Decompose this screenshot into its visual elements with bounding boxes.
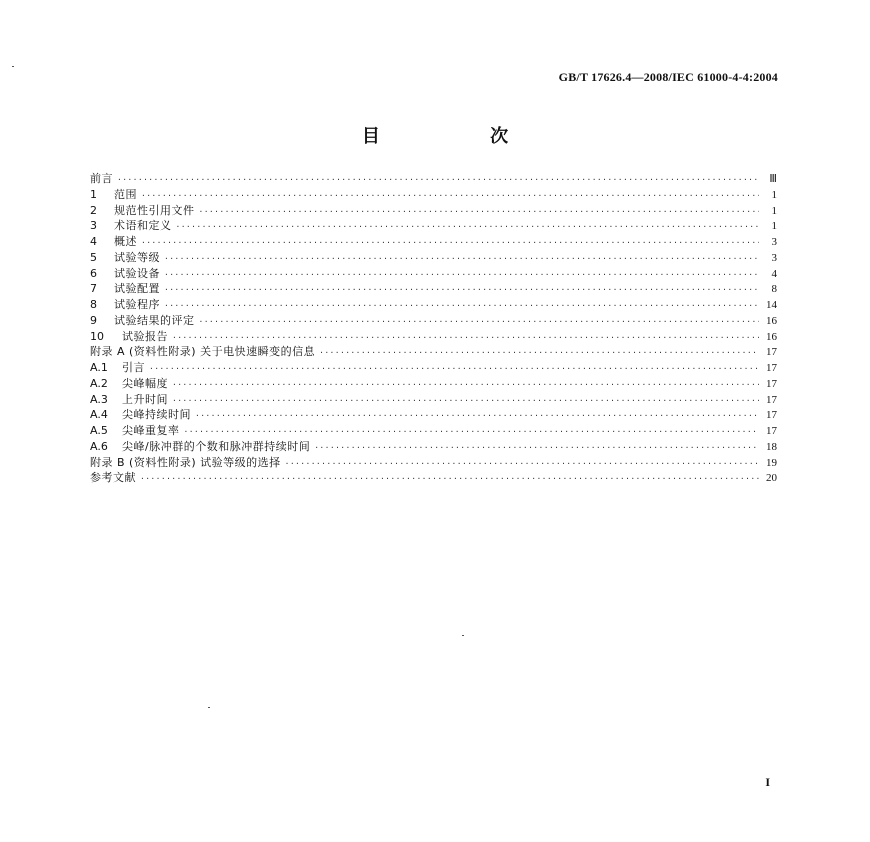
toc-entry-page: 19 xyxy=(766,456,777,469)
toc-entry-page: Ⅲ xyxy=(769,173,777,185)
leader-dots xyxy=(195,408,759,424)
toc-entry-page: 17 xyxy=(766,393,777,406)
toc-entry[interactable] xyxy=(90,281,777,297)
toc-entry-label: 规范性引用文件 xyxy=(114,203,195,217)
toc-entry-number: 9 xyxy=(90,313,97,327)
toc-entry-page: 1 xyxy=(771,220,777,233)
toc-entry[interactable] xyxy=(90,313,777,329)
toc-entry[interactable] xyxy=(90,423,777,439)
toc-entry-label: 试验程序 xyxy=(114,298,160,311)
toc-entry-number: A.3 xyxy=(90,392,108,406)
leader-dots xyxy=(184,424,760,440)
toc-entry-page: 3 xyxy=(771,236,777,248)
page-number: I xyxy=(765,775,770,789)
toc-entry-number: 6 xyxy=(90,266,97,280)
leader-dots xyxy=(141,188,759,204)
leader-dots xyxy=(172,377,759,393)
toc-entry-preface[interactable] xyxy=(90,171,777,187)
toc-entry[interactable] xyxy=(90,250,777,266)
leader-dots xyxy=(319,345,759,361)
toc-entry-page: 20 xyxy=(766,472,777,485)
leader-dots xyxy=(314,440,759,456)
toc-entry-appendix-b[interactable] xyxy=(90,455,777,471)
leader-dots xyxy=(199,314,760,330)
toc-entry-number: 2 xyxy=(90,203,97,217)
leader-dots xyxy=(149,361,759,377)
toc-entry-page: 17 xyxy=(766,362,777,374)
toc-entry-label: 参考文献 xyxy=(90,471,136,485)
leader-dots xyxy=(172,393,759,409)
leader-dots xyxy=(140,471,759,487)
toc-entry-label: 引言 xyxy=(122,361,145,374)
scan-speck xyxy=(462,635,464,636)
toc-entry-number: 4 xyxy=(90,235,97,248)
toc-entry-number: A.5 xyxy=(90,424,108,437)
toc-entry-number: 10 xyxy=(90,329,104,343)
toc-entry-label: 范围 xyxy=(114,187,137,201)
leader-dots xyxy=(285,456,759,472)
toc-entry[interactable] xyxy=(90,329,777,345)
toc-entry-number: A.1 xyxy=(90,361,108,374)
toc-entry-page: 1 xyxy=(771,188,777,201)
leader-dots xyxy=(199,204,760,220)
leader-dots xyxy=(164,251,759,267)
scan-speck xyxy=(208,707,210,708)
toc-entry-label: 尖峰/脉冲群的个数和脉冲群持续时间 xyxy=(122,439,311,453)
toc-entry-page: 3 xyxy=(771,251,777,264)
toc-entry-page: 16 xyxy=(766,314,777,327)
toc-entry-number: 5 xyxy=(90,250,97,264)
leader-dots xyxy=(172,330,759,346)
toc-entry-appendix-a[interactable] xyxy=(90,344,777,360)
toc-entry[interactable] xyxy=(90,266,777,282)
toc-entry[interactable] xyxy=(90,360,777,376)
toc-entry[interactable] xyxy=(90,203,777,219)
scan-speck xyxy=(12,66,14,67)
toc-entry-page: 1 xyxy=(771,204,777,217)
table-of-contents xyxy=(90,171,777,486)
leader-dots xyxy=(164,298,759,314)
page-title: 目 次 xyxy=(361,126,561,147)
toc-entry-page: 17 xyxy=(766,425,777,437)
toc-entry-page: 16 xyxy=(766,330,777,343)
toc-entry[interactable] xyxy=(90,234,777,250)
toc-entry-label: 上升时间 xyxy=(122,392,168,406)
leader-dots xyxy=(176,219,760,235)
toc-entry-label: 试验等级 xyxy=(114,250,160,264)
toc-entry-label: 试验结果的评定 xyxy=(114,313,195,327)
leader-dots xyxy=(117,172,759,188)
toc-entry-number: 3 xyxy=(90,219,97,233)
toc-entry[interactable] xyxy=(90,218,777,234)
toc-entry-label: 尖峰持续时间 xyxy=(122,408,191,422)
toc-entry[interactable] xyxy=(90,439,777,455)
toc-entry-label: 试验设备 xyxy=(114,266,160,280)
toc-entry-page: 17 xyxy=(766,409,777,422)
toc-entry-page: 17 xyxy=(766,346,777,359)
toc-entry-number: 7 xyxy=(90,282,97,296)
toc-entry-page: 14 xyxy=(766,299,777,311)
toc-entry[interactable] xyxy=(90,392,777,408)
toc-entry-number: 8 xyxy=(90,298,97,311)
toc-entry[interactable] xyxy=(90,407,777,423)
toc-entry-number: A.2 xyxy=(90,376,108,390)
toc-entry[interactable] xyxy=(90,376,777,392)
standard-code: GB/T 17626.4—2008/IEC 61000-4-4:2004 xyxy=(558,70,778,84)
toc-entry-references[interactable] xyxy=(90,470,777,486)
toc-entry-label: 尖峰重复率 xyxy=(122,424,180,437)
toc-entry-number: 1 xyxy=(90,187,97,201)
toc-entry-page: 18 xyxy=(766,440,777,453)
toc-entry-label: 尖峰幅度 xyxy=(122,376,168,390)
toc-entry-label: 概述 xyxy=(114,235,137,248)
toc-entry-label: 附录 B (资料性附录) 试验等级的选择 xyxy=(90,455,281,469)
leader-dots xyxy=(141,235,759,251)
toc-entry-page: 17 xyxy=(766,377,777,390)
toc-entry-label: 试验报告 xyxy=(122,329,168,343)
toc-entry[interactable] xyxy=(90,297,777,313)
leader-dots xyxy=(164,267,759,283)
leader-dots xyxy=(164,282,759,298)
toc-entry-label: 附录 A (资料性附录) 关于电快速瞬变的信息 xyxy=(90,345,316,359)
toc-entry-label: 术语和定义 xyxy=(114,219,172,233)
toc-entry-label: 前言 xyxy=(90,172,113,185)
toc-entry-number: A.4 xyxy=(90,408,108,422)
toc-entry-page: 4 xyxy=(771,267,777,280)
toc-entry-number: A.6 xyxy=(90,439,108,453)
toc-entry-label: 试验配置 xyxy=(114,282,160,296)
toc-entry[interactable] xyxy=(90,187,777,203)
toc-entry-page: 8 xyxy=(771,283,777,296)
